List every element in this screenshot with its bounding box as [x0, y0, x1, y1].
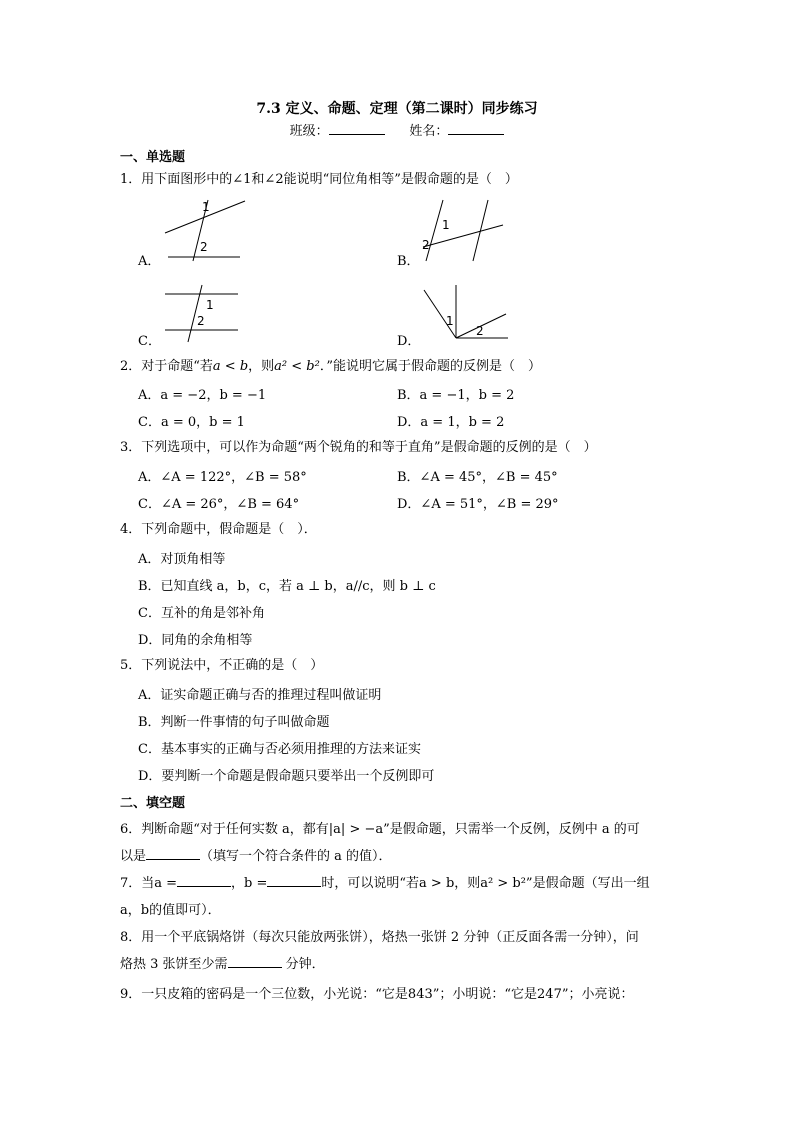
q2-option-a[interactable]: A．a = −2，b = −1 — [138, 388, 267, 403]
q3-option-a[interactable]: A．∠A = 122°，∠B = 58° — [138, 470, 307, 485]
q5-option-d[interactable]: D．要判断一个命题是假命题只要举出一个反例即可 — [138, 769, 435, 784]
section-fill-blank: 二、填空题 — [120, 796, 186, 811]
q7-line1 — [120, 874, 650, 894]
name-label: 姓名： — [409, 124, 449, 139]
q2-stem-pre: 2．对于命题“若 — [120, 359, 213, 374]
q1-figure-d — [418, 280, 518, 350]
q5-stem: 5．下列说法中，不正确的是（ ） — [120, 658, 324, 673]
q7-text-a: 7．当a = — [120, 876, 178, 891]
q3-option-d[interactable]: D．∠A = 51°，∠B = 29° — [397, 497, 559, 512]
section-single-choice: 一、单选题 — [120, 150, 186, 165]
q8-line2-post: 分钟． — [281, 957, 325, 972]
q2-stem-mid: ，则 — [248, 359, 275, 374]
angle-2-label: 2 — [197, 314, 205, 328]
q6-line2-pre: 以是 — [120, 849, 147, 864]
name-blank[interactable] — [448, 122, 504, 135]
angle-2-label: 2 — [200, 240, 208, 254]
angle-2-label: 2 — [422, 238, 430, 252]
q2-option-d[interactable]: D．a = 1，b = 2 — [397, 415, 505, 430]
q6-answer-blank[interactable] — [146, 847, 200, 860]
q2-conclusion: a² < b² — [274, 359, 320, 374]
angle-1-label: 1 — [446, 314, 454, 328]
q3-option-b[interactable]: B．∠A = 45°，∠B = 45° — [397, 470, 558, 485]
q5-option-c[interactable]: C．基本事实的正确与否必须用推理的方法来证实 — [138, 742, 421, 757]
q8-answer-blank[interactable] — [228, 955, 282, 968]
q4-option-c[interactable]: C．互补的角是邻补角 — [138, 606, 265, 621]
q9-line1: 9．一只皮箱的密码是一个三位数，小光说：“它是843”；小明说：“它是247”；小亮说： — [120, 987, 634, 1002]
q2-stem — [120, 357, 541, 377]
q7-line2: a，b的值即可）． — [120, 903, 221, 918]
q8-line2-pre: 烙热 3 张饼至少需 — [120, 957, 228, 972]
q4-option-b[interactable]: B．已知直线 a，b，c，若 a ⊥ b，a//c，则 b ⊥ c — [138, 579, 436, 594]
q5-option-b[interactable]: B．判断一件事情的句子叫做命题 — [138, 715, 330, 730]
q1-option-c[interactable]: C． — [138, 334, 161, 349]
q1-figure-a — [160, 195, 250, 265]
q7-blank-b[interactable] — [267, 874, 321, 887]
q6-line2-post: （填写一个符合条件的 a 的值）． — [200, 849, 392, 864]
q7-text-c: 时，可以说明“若a > b，则a² > b²”是假命题（写出一组 — [321, 876, 650, 891]
q1-figure-b — [418, 195, 508, 265]
q2-option-c[interactable]: C．a = 0，b = 1 — [138, 415, 245, 430]
angle-2-label: 2 — [476, 324, 484, 338]
angle-1-label: 1 — [206, 298, 214, 312]
q6-line1: 6．判断命题“对于任何实数 a，都有|a| > −a”是假命题，只需举一个反例，反例中 a 的可 — [120, 822, 640, 837]
q3-option-c[interactable]: C．∠A = 26°，∠B = 64° — [138, 497, 300, 512]
angle-1-label: 1 — [442, 218, 450, 232]
q4-option-a[interactable]: A．对顶角相等 — [138, 552, 226, 567]
q1-option-d[interactable]: D． — [397, 334, 421, 349]
q5-option-a[interactable]: A．证实命题正确与否的推理过程叫做证明 — [138, 688, 382, 703]
angle-1-label: 1 — [202, 200, 210, 214]
q1-option-a[interactable]: A． — [138, 254, 161, 269]
q3-stem: 3．下列选项中，可以作为命题“两个锐角的和等于直角”是假命题的反例的是（ ） — [120, 440, 597, 455]
q8-line1: 8．用一个平底锅烙饼（每次只能放两张饼），烙热一张饼 2 分钟（正反面各需一分钟），问 — [120, 930, 639, 945]
page-title: 7.3 定义、命题、定理（第二课时）同步练习 — [256, 101, 538, 117]
q1-figure-c — [160, 280, 250, 350]
class-blank[interactable] — [329, 122, 385, 135]
student-info — [0, 120, 794, 139]
q6-line2 — [120, 847, 392, 867]
q1-option-b[interactable]: B． — [397, 254, 420, 269]
q7-text-b: ，b = — [231, 876, 268, 891]
q2-option-b[interactable]: B．a = −1，b = 2 — [397, 388, 515, 403]
q7-blank-a[interactable] — [177, 874, 231, 887]
q1-stem: 1．用下面图形中的∠1和∠2能说明“同位角相等”是假命题的是（ ） — [120, 172, 518, 187]
q8-line2 — [120, 955, 325, 975]
class-label: 班级： — [289, 124, 329, 139]
q2-condition: a < b — [212, 359, 249, 374]
q4-option-d[interactable]: D．同角的余角相等 — [138, 633, 253, 648]
q2-stem-post: ．”能说明它属于假命题的反例是（ ） — [319, 359, 541, 374]
q4-stem: 4．下列命题中，假命题是（ ）． — [120, 522, 317, 537]
